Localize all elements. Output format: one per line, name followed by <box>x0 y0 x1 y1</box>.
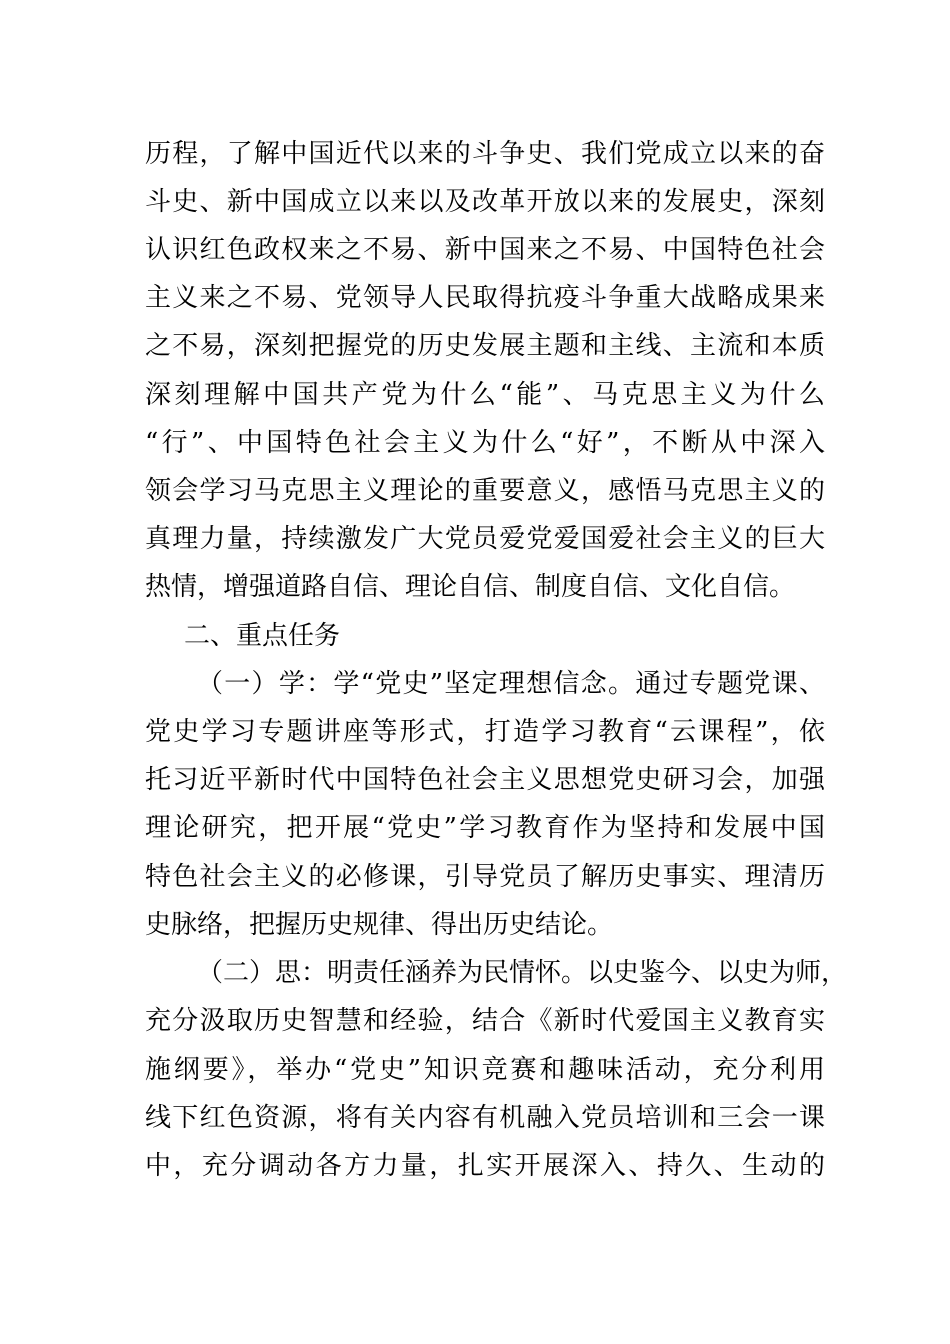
text-line: 托习近平新时代中国特色社会主义思想党史研习会，加强 <box>145 765 825 795</box>
text-line: 真理力量，持续激发广大党员爱党爱国爱社会主义的巨大 <box>145 524 825 554</box>
text-line: 充分汲取历史智慧和经验，结合《新时代爱国主义教育实 <box>145 1006 825 1036</box>
text-line: 斗史、新中国成立以来以及改革开放以来的发展史，深刻 <box>145 187 825 217</box>
text-line: “行”、中国特色社会主义为什么“好”，不断从中深入 <box>145 428 825 458</box>
text-line: 施纲要》，举办“党史”知识竞赛和趣味活动，充分利用 <box>145 1055 825 1085</box>
text-line: 线下红色资源，将有关内容有机融入党员培训和三会一课 <box>145 1103 825 1133</box>
text-line: 热情，增强道路自信、理论自信、制度自信、文化自信。 <box>145 572 796 602</box>
text-line: 之不易，深刻把握党的历史发展主题和主线、主流和本质 <box>145 331 825 361</box>
text-line: （二）思：明责任涵养为民情怀。以史鉴今、以史为师， <box>197 958 848 988</box>
text-line: 理论研究，把开展“党史”学习教育作为坚持和发展中国 <box>145 813 825 843</box>
section-heading: 二、重点任务 <box>184 621 341 651</box>
text-line: 主义来之不易、党领导人民取得抗疫斗争重大战略成果来 <box>145 283 825 313</box>
text-line: 深刻理解中国共产党为什么“能”、马克思主义为什么 <box>145 380 825 410</box>
text-line: 特色社会主义的必修课，引导党员了解历史事实、理清历 <box>145 862 825 892</box>
text-line: 认识红色政权来之不易、新中国来之不易、中国特色社会 <box>145 235 825 265</box>
text-line: 史脉络，把握历史规律、得出历史结论。 <box>145 910 614 940</box>
text-line: （一）学：学“党史”坚定理想信念。通过专题党课、 <box>197 669 825 699</box>
text-line: 历程，了解中国近代以来的斗争史、我们党成立以来的奋 <box>145 139 825 169</box>
text-line: 中，充分调动各方力量，扎实开展深入、持久、生动的 <box>145 1151 825 1181</box>
text-line: 党史学习专题讲座等形式，打造学习教育“云课程”，依 <box>145 717 825 747</box>
text-line: 领会学习马克思主义理论的重要意义，感悟马克思主义的 <box>145 476 825 506</box>
